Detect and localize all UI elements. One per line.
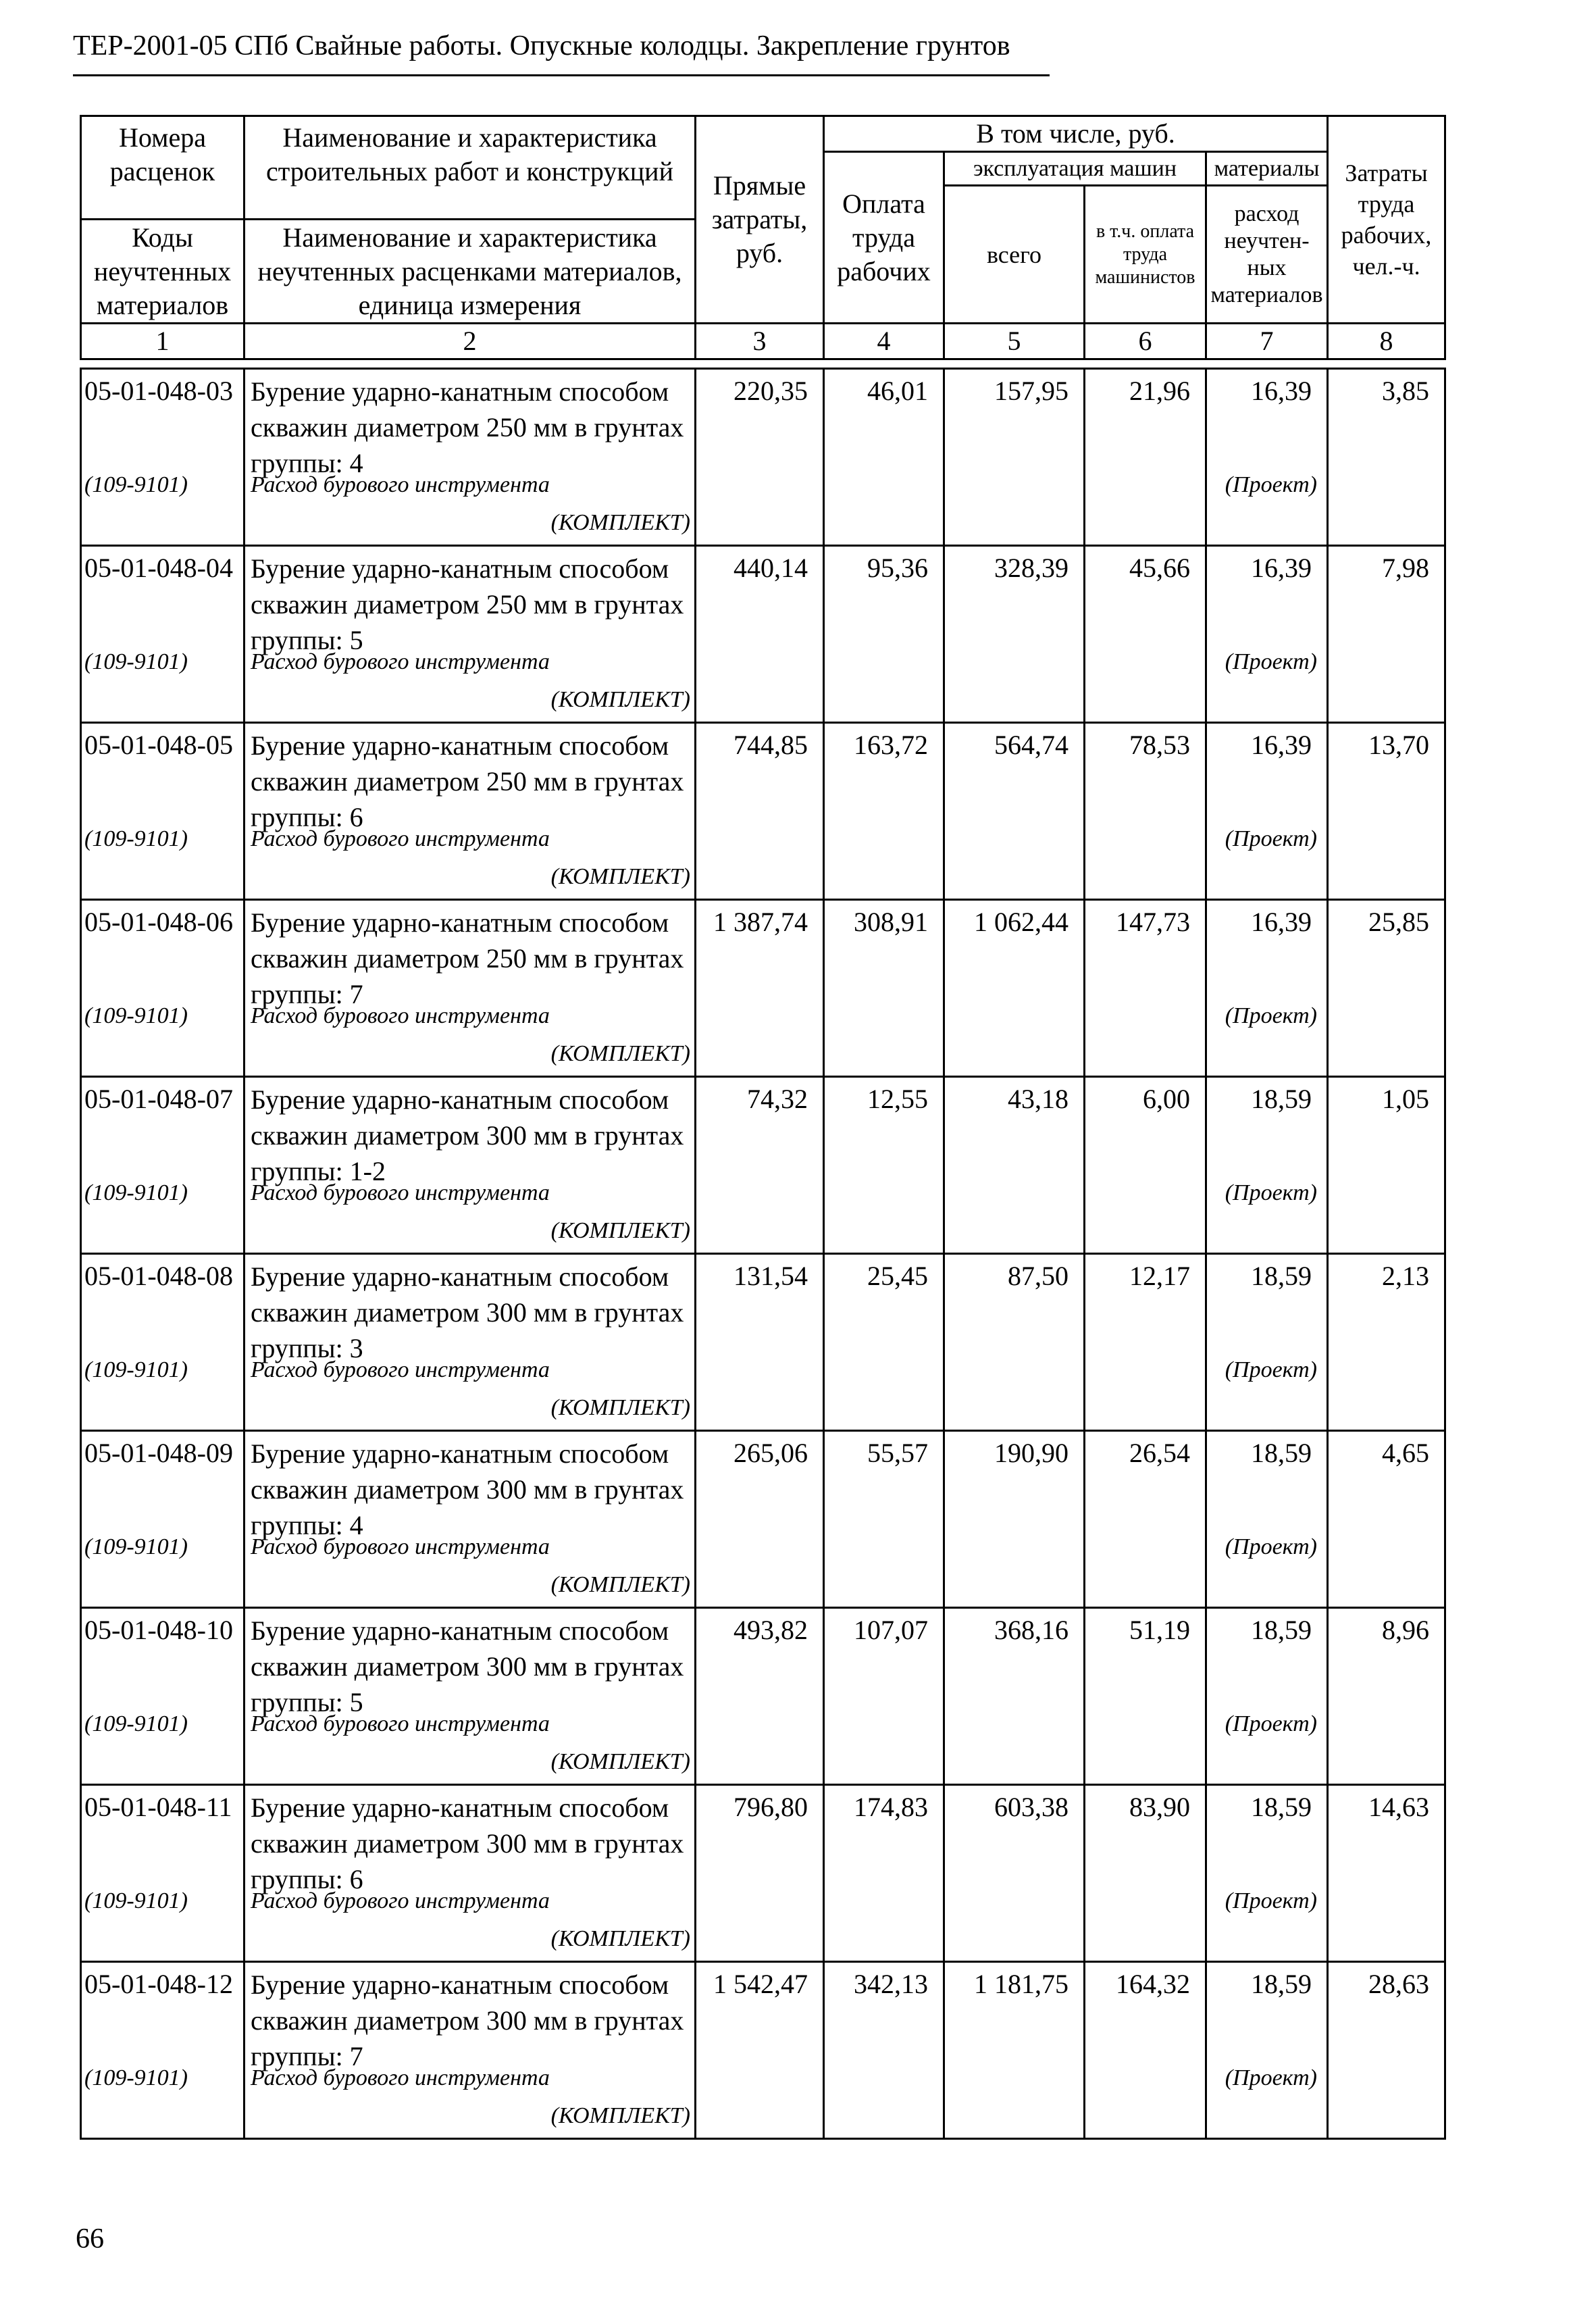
- material-code: (109-9101): [84, 1534, 188, 1559]
- hours-cell: [1328, 900, 1445, 1077]
- material-usage: 18,59: [1251, 1969, 1312, 1999]
- header-in-total: В том числе, руб.: [824, 116, 1328, 152]
- table-row: [81, 1077, 1445, 1254]
- operators-cell: [1085, 1608, 1206, 1785]
- material-cell: [1206, 1254, 1328, 1431]
- hours-cell: [1328, 723, 1445, 900]
- name-cell: [244, 369, 696, 546]
- title-rule: [73, 74, 1050, 76]
- header-names: [244, 116, 696, 220]
- direct-cost: 1 542,47: [713, 1969, 808, 1999]
- direct-cell: [696, 1608, 824, 1785]
- material-cell: [1206, 723, 1328, 900]
- header-col8: Затраты труда рабочих, чел.-ч.: [1328, 116, 1445, 324]
- code-cell: [81, 1254, 244, 1431]
- direct-cell: [696, 1077, 824, 1254]
- direct-cell: [696, 1431, 824, 1608]
- header-num-6: 6: [1085, 324, 1206, 359]
- header-col2-top: Наименование и характеристика строительных работ и конструкций: [266, 122, 673, 186]
- header-materials: материалы: [1206, 152, 1328, 186]
- labor-hours: 4,65: [1382, 1438, 1429, 1468]
- machines-cell: [944, 1254, 1085, 1431]
- work-name: Бурение ударно-канатным способом скважин диаметром 300 мм в грунтах группы: 7: [251, 1969, 684, 2071]
- labor-cell: [824, 1431, 944, 1608]
- labor-cost: 55,57: [867, 1438, 928, 1468]
- material-cell: [1206, 546, 1328, 723]
- operators-cell: [1085, 369, 1206, 546]
- material-cell: [1206, 900, 1328, 1077]
- machines-cell: [944, 1077, 1085, 1254]
- machines-cost: 190,90: [994, 1438, 1069, 1468]
- header-col2-bottom: Наименование и характеристика неучтенных расценками материалов, единица измерения: [244, 220, 696, 324]
- operators-cell: [1085, 1077, 1206, 1254]
- machines-cost: 368,16: [994, 1615, 1069, 1645]
- labor-cost: 342,13: [854, 1969, 928, 1999]
- labor-hours: 8,96: [1382, 1615, 1429, 1645]
- rate-code: 05-01-048-11: [84, 1792, 232, 1822]
- code-cell: [81, 1962, 244, 2139]
- labor-cell: [824, 1608, 944, 1785]
- hours-cell: [1328, 1962, 1445, 2139]
- project-note: (Проект): [1225, 826, 1317, 851]
- code-cell: [81, 546, 244, 723]
- machines-cell: [944, 1431, 1085, 1608]
- direct-cell: [696, 546, 824, 723]
- operators-cost: 12,17: [1129, 1261, 1190, 1291]
- material-name: Расход бурового инструмента: [251, 1534, 550, 1559]
- direct-cost: 1 387,74: [713, 907, 808, 937]
- direct-cell: [696, 369, 824, 546]
- rate-code: 05-01-048-03: [84, 376, 233, 406]
- header-num-1: 1: [81, 324, 244, 359]
- operators-cost: 83,90: [1129, 1792, 1190, 1822]
- rates-table: [80, 368, 1446, 2140]
- material-unit: (КОМПЛЕКТ): [550, 1218, 690, 1243]
- work-name: Бурение ударно-канатным способом скважин диаметром 250 мм в грунтах группы: 4: [251, 376, 684, 478]
- rate-code: 05-01-048-08: [84, 1261, 233, 1291]
- code-cell: [81, 900, 244, 1077]
- labor-hours: 28,63: [1368, 1969, 1429, 1999]
- material-code: (109-9101): [84, 1888, 188, 1913]
- direct-cell: [696, 900, 824, 1077]
- machines-cost: 1 181,75: [974, 1969, 1069, 1999]
- project-note: (Проект): [1225, 472, 1317, 497]
- labor-cost: 163,72: [854, 730, 928, 760]
- name-cell: [244, 546, 696, 723]
- material-name: Расход бурового инструмента: [251, 1180, 550, 1205]
- labor-hours: 3,85: [1382, 376, 1429, 406]
- table-row: [81, 1785, 1445, 1962]
- material-usage: 16,39: [1251, 376, 1312, 406]
- material-unit: (КОМПЛЕКТ): [550, 510, 690, 535]
- material-cell: [1206, 1431, 1328, 1608]
- material-unit: (КОМПЛЕКТ): [550, 1926, 690, 1951]
- table-row: [81, 723, 1445, 900]
- operators-cost: 78,53: [1129, 730, 1190, 760]
- hours-cell: [1328, 1608, 1445, 1785]
- labor-cost: 46,01: [867, 376, 928, 406]
- running-title: ТЕР-2001-05 СПб Свайные работы. Опускные колодцы. Закрепление грунтов: [73, 30, 1010, 61]
- work-name: Бурение ударно-канатным способом скважин диаметром 300 мм в грунтах группы: 4: [251, 1438, 684, 1540]
- project-note: (Проект): [1225, 649, 1317, 674]
- labor-cost: 107,07: [854, 1615, 928, 1645]
- direct-cell: [696, 1962, 824, 2139]
- name-cell: [244, 900, 696, 1077]
- material-usage: 16,39: [1251, 553, 1312, 583]
- operators-cell: [1085, 900, 1206, 1077]
- table-row: [81, 900, 1445, 1077]
- material-cell: [1206, 1785, 1328, 1962]
- material-unit: (КОМПЛЕКТ): [550, 1572, 690, 1597]
- labor-cell: [824, 1785, 944, 1962]
- labor-cell: [824, 1254, 944, 1431]
- work-name: Бурение ударно-канатным способом скважин диаметром 300 мм в грунтах группы: 5: [251, 1615, 684, 1717]
- table-row: [81, 1962, 1445, 2139]
- work-name: Бурение ударно-канатным способом скважин диаметром 250 мм в грунтах группы: 7: [251, 907, 684, 1009]
- material-name: Расход бурового инструмента: [251, 1003, 550, 1028]
- material-code: (109-9101): [84, 1003, 188, 1028]
- table-row: [81, 1431, 1445, 1608]
- operators-cost: 21,96: [1129, 376, 1190, 406]
- material-usage: 16,39: [1251, 730, 1312, 760]
- direct-cell: [696, 1785, 824, 1962]
- material-name: Расход бурового инструмента: [251, 1711, 550, 1736]
- operators-cell: [1085, 1431, 1206, 1608]
- table-row: [81, 369, 1445, 546]
- machines-cost: 43,18: [1008, 1084, 1069, 1114]
- labor-hours: 25,85: [1368, 907, 1429, 937]
- code-cell: [81, 1431, 244, 1608]
- hours-cell: [1328, 1431, 1445, 1608]
- table-row: [81, 546, 1445, 723]
- rate-code: 05-01-048-05: [84, 730, 233, 760]
- material-usage: 18,59: [1251, 1792, 1312, 1822]
- material-unit: (КОМПЛЕКТ): [550, 1749, 690, 1774]
- operators-cost: 51,19: [1129, 1615, 1190, 1645]
- name-cell: [244, 1608, 696, 1785]
- material-code: (109-9101): [84, 1357, 188, 1382]
- project-note: (Проект): [1225, 1357, 1317, 1382]
- material-name: Расход бурового инструмента: [251, 649, 550, 674]
- name-cell: [244, 1077, 696, 1254]
- hours-cell: [1328, 546, 1445, 723]
- material-usage: 16,39: [1251, 907, 1312, 937]
- machines-cost: 157,95: [994, 376, 1069, 406]
- material-name: Расход бурового инструмента: [251, 1888, 550, 1913]
- machines-cell: [944, 546, 1085, 723]
- rate-code: 05-01-048-07: [84, 1084, 233, 1114]
- operators-cell: [1085, 1254, 1206, 1431]
- material-name: Расход бурового инструмента: [251, 826, 550, 851]
- name-cell: [244, 723, 696, 900]
- machines-cell: [944, 1608, 1085, 1785]
- header-col4: Оплата труда рабочих: [824, 152, 944, 324]
- header-num-2: 2: [244, 324, 696, 359]
- page-number: 66: [76, 2223, 104, 2255]
- hours-cell: [1328, 1077, 1445, 1254]
- direct-cell: [696, 1254, 824, 1431]
- table-header: [80, 115, 1446, 360]
- machines-cost: 603,38: [994, 1792, 1069, 1822]
- material-unit: (КОМПЛЕКТ): [550, 2103, 690, 2128]
- material-name: Расход бурового инструмента: [251, 2065, 550, 2090]
- operators-cost: 6,00: [1143, 1084, 1190, 1114]
- table-row: [81, 1254, 1445, 1431]
- labor-cell: [824, 1962, 944, 2139]
- header-col5: всего: [944, 186, 1085, 324]
- machines-cost: 1 062,44: [974, 907, 1069, 937]
- direct-cell: [696, 723, 824, 900]
- direct-cost: 796,80: [733, 1792, 808, 1822]
- project-note: (Проект): [1225, 2065, 1317, 2090]
- work-name: Бурение ударно-канатным способом скважин диаметром 300 мм в грунтах группы: 6: [251, 1792, 684, 1894]
- name-cell: [244, 1254, 696, 1431]
- operators-cell: [1085, 1962, 1206, 2139]
- rate-code: 05-01-048-09: [84, 1438, 233, 1468]
- project-note: (Проект): [1225, 1180, 1317, 1205]
- header-num-7: 7: [1206, 324, 1328, 359]
- material-unit: (КОМПЛЕКТ): [550, 687, 690, 712]
- code-cell: [81, 1608, 244, 1785]
- rate-code: 05-01-048-10: [84, 1615, 233, 1645]
- labor-cell: [824, 369, 944, 546]
- code-cell: [81, 1077, 244, 1254]
- project-note: (Проект): [1225, 1711, 1317, 1736]
- rate-code: 05-01-048-06: [84, 907, 233, 937]
- material-cell: [1206, 1962, 1328, 2139]
- operators-cell: [1085, 1785, 1206, 1962]
- material-usage: 18,59: [1251, 1261, 1312, 1291]
- hours-cell: [1328, 1785, 1445, 1962]
- header-col1-top: Номера расценок: [109, 122, 215, 186]
- labor-hours: 7,98: [1382, 553, 1429, 583]
- operators-cell: [1085, 546, 1206, 723]
- labor-cost: 308,91: [854, 907, 928, 937]
- machines-cell: [944, 1785, 1085, 1962]
- material-usage: 18,59: [1251, 1615, 1312, 1645]
- labor-cost: 25,45: [867, 1261, 928, 1291]
- direct-cost: 74,32: [747, 1084, 808, 1114]
- table-row: [81, 1608, 1445, 1785]
- header-col1-bottom: Коды неучтенных материалов: [81, 220, 244, 324]
- material-name: Расход бурового инструмента: [251, 472, 550, 497]
- labor-cell: [824, 546, 944, 723]
- material-unit: (КОМПЛЕКТ): [550, 1041, 690, 1066]
- work-name: Бурение ударно-канатным способом скважин диаметром 250 мм в грунтах группы: 6: [251, 730, 684, 832]
- material-unit: (КОМПЛЕКТ): [550, 1395, 690, 1420]
- material-unit: (КОМПЛЕКТ): [550, 864, 690, 889]
- material-usage: 18,59: [1251, 1438, 1312, 1468]
- labor-cost: 95,36: [867, 553, 928, 583]
- machines-cell: [944, 723, 1085, 900]
- direct-cost: 440,14: [733, 553, 808, 583]
- machines-cell: [944, 369, 1085, 546]
- work-name: Бурение ударно-канатным способом скважин диаметром 250 мм в грунтах группы: 5: [251, 553, 684, 655]
- machines-cost: 328,39: [994, 553, 1069, 583]
- project-note: (Проект): [1225, 1003, 1317, 1028]
- header-col6: в т.ч. оплата труда машинистов: [1085, 186, 1206, 324]
- header-col7: расход неучтен-ных материалов: [1206, 186, 1328, 324]
- project-note: (Проект): [1225, 1534, 1317, 1559]
- code-cell: [81, 369, 244, 546]
- header-machines: эксплуатация машин: [944, 152, 1206, 186]
- labor-hours: 1,05: [1382, 1084, 1429, 1114]
- code-cell: [81, 723, 244, 900]
- header-num-5: 5: [944, 324, 1085, 359]
- labor-hours: 2,13: [1382, 1261, 1429, 1291]
- material-code: (109-9101): [84, 2065, 188, 2090]
- labor-cell: [824, 1077, 944, 1254]
- labor-hours: 13,70: [1368, 730, 1429, 760]
- direct-cost: 131,54: [733, 1261, 808, 1291]
- machines-cell: [944, 900, 1085, 1077]
- hours-cell: [1328, 1254, 1445, 1431]
- direct-cost: 220,35: [733, 376, 808, 406]
- operators-cell: [1085, 723, 1206, 900]
- material-name: Расход бурового инструмента: [251, 1357, 550, 1382]
- material-code: (109-9101): [84, 1180, 188, 1205]
- hours-cell: [1328, 369, 1445, 546]
- labor-cell: [824, 900, 944, 1077]
- direct-cost: 744,85: [733, 730, 808, 760]
- header-num-4: 4: [824, 324, 944, 359]
- name-cell: [244, 1785, 696, 1962]
- work-name: Бурение ударно-канатным способом скважин диаметром 300 мм в грунтах группы: 3: [251, 1261, 684, 1363]
- machines-cost: 87,50: [1008, 1261, 1069, 1291]
- name-cell: [244, 1431, 696, 1608]
- header-codes: [81, 116, 244, 220]
- material-cell: [1206, 369, 1328, 546]
- material-code: (109-9101): [84, 649, 188, 674]
- material-usage: 18,59: [1251, 1084, 1312, 1114]
- direct-cost: 265,06: [733, 1438, 808, 1468]
- work-name: Бурение ударно-канатным способом скважин диаметром 300 мм в грунтах группы: 1-2: [251, 1084, 684, 1186]
- labor-cost: 12,55: [867, 1084, 928, 1114]
- name-cell: [244, 1962, 696, 2139]
- labor-cell: [824, 723, 944, 900]
- header-num-8: 8: [1328, 324, 1445, 359]
- material-code: (109-9101): [84, 472, 188, 497]
- operators-cost: 45,66: [1129, 553, 1190, 583]
- header-num-3: 3: [696, 324, 824, 359]
- operators-cost: 147,73: [1116, 907, 1190, 937]
- material-cell: [1206, 1608, 1328, 1785]
- labor-hours: 14,63: [1368, 1792, 1429, 1822]
- code-cell: [81, 1785, 244, 1962]
- header-col3: Прямые затраты, руб.: [696, 116, 824, 324]
- material-code: (109-9101): [84, 1711, 188, 1736]
- rate-code: 05-01-048-12: [84, 1969, 233, 1999]
- project-note: (Проект): [1225, 1888, 1317, 1913]
- labor-cost: 174,83: [854, 1792, 928, 1822]
- direct-cost: 493,82: [733, 1615, 808, 1645]
- rate-code: 05-01-048-04: [84, 553, 233, 583]
- operators-cost: 26,54: [1129, 1438, 1190, 1468]
- operators-cost: 164,32: [1116, 1969, 1190, 1999]
- material-code: (109-9101): [84, 826, 188, 851]
- machines-cost: 564,74: [994, 730, 1069, 760]
- machines-cell: [944, 1962, 1085, 2139]
- material-cell: [1206, 1077, 1328, 1254]
